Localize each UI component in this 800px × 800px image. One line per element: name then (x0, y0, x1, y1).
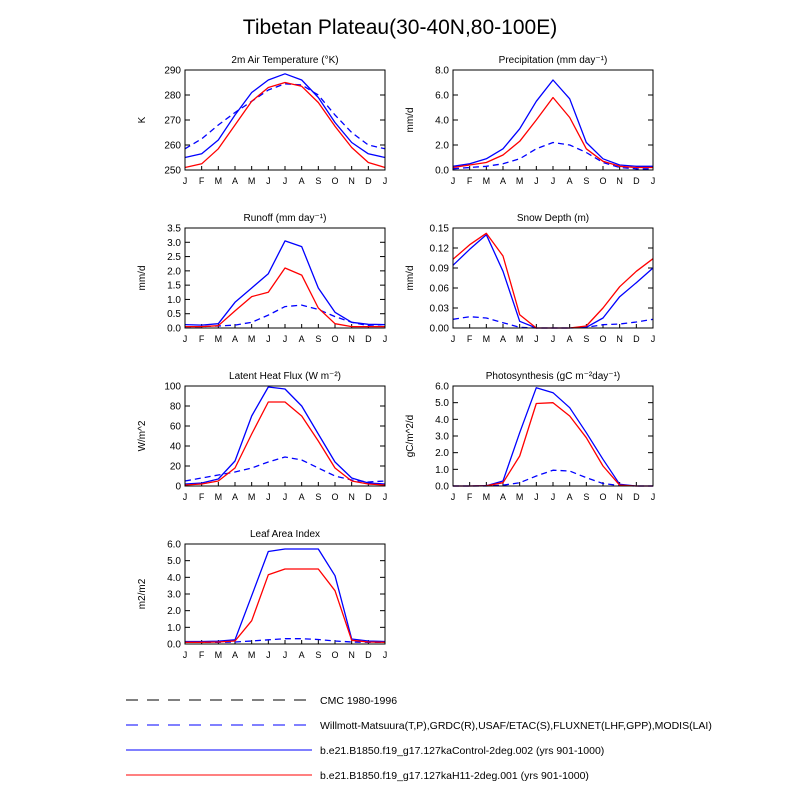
x-tick-label: J (450, 334, 456, 344)
x-tick-label: J (382, 650, 388, 660)
x-tick-label: J (534, 492, 539, 502)
x-tick-label: J (182, 176, 188, 186)
x-tick-label: J (450, 492, 456, 502)
x-tick-label: J (266, 176, 271, 186)
x-tick-label: O (331, 492, 339, 502)
y-tick-label: 2.0 (435, 448, 449, 460)
legend-label-h11: b.e21.B1850.f19_g17.127kaH11-2deg.001 (yrs 901-1000) (320, 770, 589, 782)
y-axis-label: K (137, 116, 148, 124)
series-line-obs (185, 84, 385, 149)
y-tick-label: 4.0 (435, 414, 449, 426)
x-tick-label: A (298, 492, 305, 502)
panel-0 (137, 55, 387, 186)
y-tick-label: 100 (164, 381, 181, 393)
x-tick-label: O (331, 650, 339, 660)
series-line-h11 (185, 268, 385, 327)
y-tick-label: 260 (164, 140, 181, 152)
x-tick-label: J (182, 334, 188, 344)
y-tick-label: 0.0 (435, 165, 449, 177)
y-tick-label: 20 (169, 461, 181, 473)
panel-5 (405, 371, 655, 502)
series-line-h11 (453, 98, 653, 168)
x-tick-label: M (482, 176, 491, 186)
y-tick-label: 0.0 (167, 323, 181, 335)
legend-label-cmc: CMC 1980-1996 (320, 695, 398, 707)
y-tick-label: 0 (175, 481, 181, 493)
y-tick-label: 6.0 (435, 90, 449, 102)
y-axis-label: W/m^2 (137, 420, 148, 452)
y-tick-label: 2.5 (167, 252, 181, 264)
x-tick-label: J (266, 334, 271, 344)
x-tick-label: M (247, 492, 256, 502)
x-tick-label: J (182, 650, 188, 660)
x-tick-label: A (566, 176, 573, 186)
y-axis-label: mm/d (405, 107, 416, 133)
series-line-ctrl (185, 74, 385, 158)
y-tick-label: 1.0 (167, 622, 181, 634)
legend-label-obs: Willmott-Matsuura(T,P),GRDC(R),USAF/ETAC(S),FLUXNET(LHF,GPP),MODIS(LAI) (320, 720, 712, 732)
x-tick-label: N (616, 334, 623, 344)
x-tick-label: F (198, 650, 205, 660)
x-tick-label: A (231, 492, 239, 502)
y-tick-label: 3.0 (167, 589, 181, 601)
x-tick-label: M (247, 334, 256, 344)
x-tick-label: N (616, 176, 623, 186)
x-tick-label: A (231, 334, 239, 344)
y-tick-label: 5.0 (167, 556, 181, 568)
x-tick-label: J (266, 650, 271, 660)
x-tick-label: J (650, 176, 656, 186)
x-tick-label: O (599, 334, 607, 344)
plot-frame (453, 228, 653, 328)
x-tick-label: J (382, 492, 388, 502)
series-line-h11 (453, 233, 653, 328)
y-tick-label: 0.15 (429, 223, 449, 235)
x-tick-label: A (499, 492, 507, 502)
x-tick-label: J (650, 334, 656, 344)
plot-frame (185, 544, 385, 644)
panel-4 (137, 371, 387, 502)
x-tick-label: S (315, 492, 322, 502)
y-tick-label: 3.0 (435, 431, 449, 443)
panel-1 (405, 55, 655, 186)
x-tick-label: A (298, 176, 305, 186)
legend-label-ctrl: b.e21.B1850.f19_g17.127kaControl-2deg.002 (yrs 901-1000) (320, 745, 605, 757)
series-line-h11 (185, 83, 385, 168)
plot-frame (185, 228, 385, 328)
x-tick-label: F (466, 176, 473, 186)
x-tick-label: J (282, 650, 288, 660)
chart-panels (137, 55, 655, 660)
x-tick-label: F (466, 334, 473, 344)
x-tick-label: M (247, 650, 256, 660)
y-tick-label: 2.0 (435, 140, 449, 152)
y-tick-label: 250 (164, 165, 181, 177)
x-tick-label: S (583, 334, 590, 344)
series-line-ctrl (185, 241, 385, 325)
y-axis-label: mm/d (405, 265, 416, 291)
series-line-ctrl (453, 235, 653, 328)
y-tick-label: 0.03 (429, 303, 449, 315)
x-tick-label: S (583, 176, 590, 186)
x-tick-label: S (583, 492, 590, 502)
x-tick-label: F (198, 492, 205, 502)
x-tick-label: M (482, 492, 491, 502)
plot-frame (453, 70, 653, 170)
y-tick-label: 290 (164, 65, 181, 77)
series-line-ctrl (185, 549, 385, 642)
y-tick-label: 0.09 (429, 263, 449, 275)
y-tick-label: 1.5 (167, 280, 181, 292)
y-tick-label: 6.0 (435, 381, 449, 393)
y-tick-label: 0.12 (429, 243, 449, 255)
x-tick-label: M (515, 334, 524, 344)
y-tick-label: 280 (164, 90, 181, 102)
x-tick-label: A (231, 176, 239, 186)
x-tick-label: F (466, 492, 473, 502)
y-tick-label: 0.0 (167, 639, 181, 651)
y-tick-label: 0.00 (429, 323, 449, 335)
x-tick-label: D (633, 176, 640, 186)
y-tick-label: 2.0 (167, 606, 181, 618)
x-tick-label: A (499, 334, 507, 344)
x-tick-label: M (214, 650, 223, 660)
x-tick-label: N (348, 176, 355, 186)
panel-title: Photosynthesis (gC m⁻²day⁻¹) (485, 371, 621, 382)
x-tick-label: A (499, 176, 507, 186)
plot-frame (185, 386, 385, 486)
x-tick-label: O (599, 492, 607, 502)
x-tick-label: F (198, 334, 205, 344)
x-tick-label: D (633, 334, 640, 344)
y-tick-label: 60 (169, 421, 181, 433)
x-tick-label: S (315, 176, 322, 186)
x-tick-label: J (550, 334, 556, 344)
x-tick-label: M (247, 176, 256, 186)
figure-title: Tibetan Plateau(30-40N,80-100E) (242, 16, 558, 39)
x-tick-label: N (348, 492, 355, 502)
y-tick-label: 2.0 (167, 266, 181, 278)
x-tick-label: N (348, 334, 355, 344)
x-tick-label: D (633, 492, 640, 502)
series-line-obs (185, 457, 385, 482)
x-tick-label: D (365, 650, 372, 660)
y-tick-label: 4.0 (167, 572, 181, 584)
y-tick-label: 1.0 (167, 294, 181, 306)
series-line-h11 (185, 569, 385, 642)
panel-2 (137, 213, 387, 344)
x-tick-label: J (282, 176, 288, 186)
x-tick-label: M (482, 334, 491, 344)
y-tick-label: 5.0 (435, 398, 449, 410)
x-tick-label: J (282, 492, 288, 502)
y-tick-label: 8.0 (435, 65, 449, 77)
panel-title: Leaf Area Index (249, 529, 321, 540)
panel-title: Latent Heat Flux (W m⁻²) (229, 371, 341, 382)
x-tick-label: J (182, 492, 188, 502)
x-tick-label: M (214, 176, 223, 186)
panel-title: 2m Air Temperature (°K) (231, 55, 339, 66)
panel-title: Runoff (mm day⁻¹) (243, 213, 327, 224)
x-tick-label: J (382, 176, 388, 186)
y-tick-label: 3.0 (167, 237, 181, 249)
y-tick-label: 0.5 (167, 309, 181, 321)
y-axis-label: gC/m^2/d (405, 414, 416, 458)
x-tick-label: M (515, 492, 524, 502)
x-tick-label: O (599, 176, 607, 186)
legend (126, 695, 712, 782)
x-tick-label: O (331, 334, 339, 344)
y-axis-label: mm/d (137, 265, 148, 291)
x-tick-label: A (298, 334, 305, 344)
y-tick-label: 6.0 (167, 539, 181, 551)
x-tick-label: A (231, 650, 239, 660)
x-tick-label: D (365, 334, 372, 344)
x-tick-label: M (214, 334, 223, 344)
x-tick-label: D (365, 176, 372, 186)
x-tick-label: N (348, 650, 355, 660)
plot-frame (453, 386, 653, 486)
panel-6 (137, 529, 387, 660)
y-tick-label: 1.0 (435, 464, 449, 476)
series-line-ctrl (453, 80, 653, 166)
x-tick-label: D (365, 492, 372, 502)
series-line-h11 (453, 403, 653, 486)
x-tick-label: J (550, 176, 556, 186)
x-tick-label: J (450, 176, 456, 186)
x-tick-label: S (315, 650, 322, 660)
x-tick-label: N (616, 492, 623, 502)
panel-title: Snow Depth (m) (516, 213, 590, 224)
x-tick-label: J (534, 176, 539, 186)
x-tick-label: S (315, 334, 322, 344)
x-tick-label: A (298, 650, 305, 660)
x-tick-label: M (515, 176, 524, 186)
y-tick-label: 40 (169, 441, 181, 453)
x-tick-label: J (650, 492, 656, 502)
y-tick-label: 3.5 (167, 223, 181, 235)
y-axis-label: m2/m2 (137, 578, 148, 610)
y-tick-label: 80 (169, 401, 181, 413)
x-tick-label: M (214, 492, 223, 502)
y-tick-label: 0.06 (429, 283, 449, 295)
series-line-h11 (185, 402, 385, 485)
plot-frame (185, 70, 385, 170)
x-tick-label: F (198, 176, 205, 186)
y-tick-label: 270 (164, 115, 181, 127)
x-tick-label: A (566, 334, 573, 344)
panel-title: Precipitation (mm day⁻¹) (498, 55, 608, 66)
x-tick-label: J (550, 492, 556, 502)
panel-3 (405, 213, 655, 344)
x-tick-label: A (566, 492, 573, 502)
y-tick-label: 0.0 (435, 481, 449, 493)
x-tick-label: O (331, 176, 339, 186)
x-tick-label: J (534, 334, 539, 344)
x-tick-label: J (266, 492, 271, 502)
y-tick-label: 4.0 (435, 115, 449, 127)
x-tick-label: J (282, 334, 288, 344)
x-tick-label: J (382, 334, 388, 344)
